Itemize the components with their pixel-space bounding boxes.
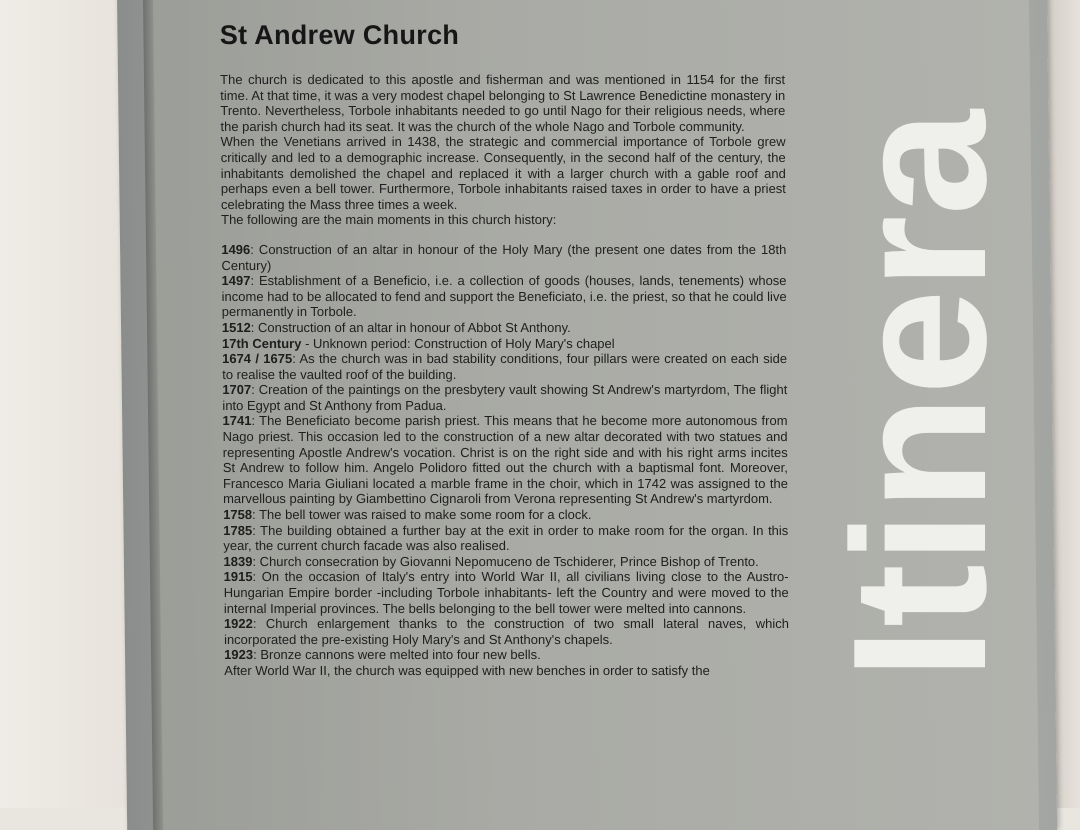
- timeline-date: 1496: [221, 242, 250, 257]
- timeline-entry: [223, 523, 788, 554]
- timeline-list: [221, 242, 789, 679]
- timeline-separator: :: [251, 413, 259, 428]
- timeline-text: The Beneficiato become parish priest. This means that he become more autonomous from Nago priest. This occasion led to the construction of a new altar decorated with two statues and representing Apostle Andrew's vocation. Christ is on the right side and with his right arms incites St Andrew to follow him. Angelo Polidoro fitted out the church with a baptismal font. Moreover, Francesco Maria Giuliani located a marble frame in the choir, which in 1742 was assigned to the marvellous painting by Giambettino Cignaroli from Verona representing St Andrew's martyrdom.: [223, 413, 788, 506]
- timeline-entry: [223, 507, 788, 523]
- timeline-entry: [222, 320, 787, 336]
- timeline-text: Church consecration by Giovanni Nepomuceno de Tschiderer, Prince Bishop of Trento.: [260, 554, 759, 569]
- timeline-date: 1758: [223, 507, 252, 522]
- timeline-entry: [223, 554, 788, 570]
- timeline-text: As the church was in bad stability conditions, four pillars were created on each side to realise the vaulted roof of the building.: [222, 351, 787, 382]
- timeline-text: Creation of the paintings on the presbytery vault showing St Andrew's martyrdom, The flight into Egypt and St Anthony from Padua.: [222, 382, 787, 413]
- timeline-date: 1785: [223, 523, 252, 538]
- timeline-text: Bronze cannons were melted into four new bells.: [260, 647, 540, 662]
- timeline-separator: :: [253, 616, 266, 631]
- timeline-date: 17th Century: [222, 336, 302, 351]
- timeline-entry: [222, 382, 787, 413]
- timeline-text: Unknown period: Construction of Holy Mary's chapel: [313, 336, 615, 351]
- timeline-entry: [222, 336, 787, 352]
- timeline-entry: [222, 351, 787, 382]
- timeline-separator: -: [301, 336, 313, 351]
- timeline-date: 1915: [224, 569, 253, 584]
- timeline-date: 1922: [224, 616, 253, 631]
- timeline-separator: :: [252, 507, 259, 522]
- timeline-entry: [222, 413, 788, 507]
- timeline-separator: :: [252, 554, 259, 569]
- timeline-separator: :: [251, 382, 259, 397]
- timeline-entry: [224, 616, 789, 647]
- sign-text: [220, 18, 790, 679]
- timeline-separator: :: [253, 647, 260, 662]
- page-title: St Andrew Church: [220, 18, 785, 52]
- timeline-date: 1923: [224, 647, 253, 662]
- timeline-entry: [224, 647, 789, 663]
- timeline-text: Construction of an altar in honour of the Holy Mary (the present one dates from the 18th Century): [221, 242, 786, 273]
- timeline-entry: [224, 663, 789, 679]
- timeline-text: Construction of an altar in honour of Abbot St Anthony.: [258, 320, 571, 335]
- timeline-date: 1707: [222, 382, 251, 397]
- timeline-text: On the occasion of Italy's entry into World War II, all civilians living close to the Austro-Hungarian Empire border -including Torbole inhabitants- left the Country and were moved to the internal Imperial provinces. The bells belonging to the bell tower were melted into cannons.: [224, 569, 789, 615]
- timeline-text: Church enlargement thanks to the construction of two small lateral naves, which incorporated the pre-existing Holy Mary's and St Anthony's chapels.: [224, 616, 789, 647]
- timeline-entry: [224, 569, 789, 616]
- timeline-separator: :: [251, 320, 258, 335]
- intro-paragraph: The church is dedicated to this apostle and fisherman and was mentioned in 1154 for the first time. At that time, it was a very modest chapel belonging to St Lawrence Benedictine monastery in Trento. Nevertheless, Torbole inhabitants needed to go until Nago for their religious needs, where the parish church had its seat. It was the church of the whole Nago and Torbole community.: [220, 72, 785, 134]
- timeline-entry: [221, 242, 786, 273]
- intro-paragraph: The following are the main moments in this church history:: [221, 212, 786, 228]
- timeline-text: The bell tower was raised to make some room for a clock.: [259, 507, 591, 522]
- spacer: [221, 228, 786, 242]
- intro-text: [220, 72, 786, 228]
- timeline-date: 1497: [221, 273, 250, 288]
- timeline-separator: :: [252, 569, 261, 584]
- timeline-entry: [221, 273, 786, 320]
- timeline-separator: :: [252, 523, 260, 538]
- watermark-text: Itinera: [814, 108, 1026, 680]
- timeline-date: 1674 / 1675: [222, 351, 292, 366]
- timeline-date: 1839: [223, 554, 252, 569]
- timeline-date: 1512: [222, 320, 251, 335]
- intro-paragraph: When the Venetians arrived in 1438, the strategic and commercial importance of Torbole grew critically and led to a demographic increase. Consequently, in the second half of the century, the inhabitants demolished the chapel and replaced it with a larger church with a gable roof and perhaps even a bell tower. Furthermore, Torbole inhabitants raised taxes in order to have a priest celebrating the Mass three times a week.: [221, 134, 787, 212]
- timeline-text: The building obtained a further bay at the exit in order to make room for the organ. In this year, the current church facade was also realised.: [223, 523, 788, 554]
- timeline-text: After World War II, the church was equipped with new benches in order to satisfy the: [224, 663, 710, 678]
- timeline-separator: :: [292, 351, 299, 366]
- timeline-separator: :: [250, 273, 259, 288]
- timeline-separator: :: [250, 242, 259, 257]
- timeline-date: 1741: [222, 413, 251, 428]
- timeline-text: Establishment of a Beneficio, i.e. a collection of goods (houses, lands, tenements) whose income had to be allocated to fend and support the Beneficiato, i.e. the priest, so that he could live permanently in Torbole.: [222, 273, 787, 319]
